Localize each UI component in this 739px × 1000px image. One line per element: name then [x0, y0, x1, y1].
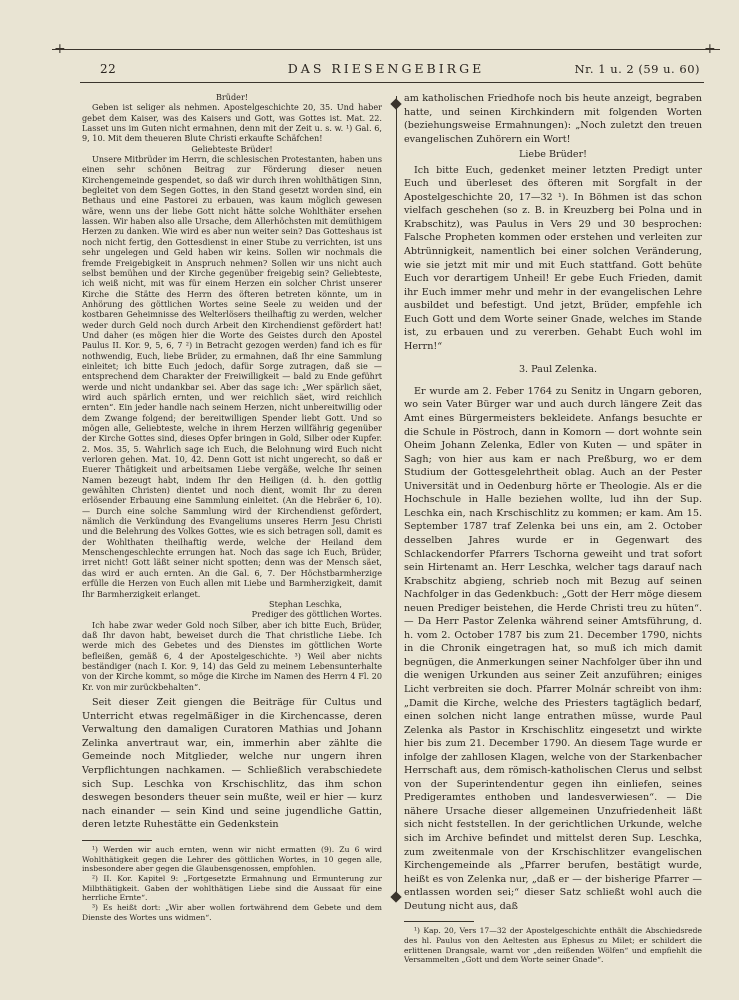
salutation: Liebe Brüder!	[518, 149, 588, 161]
footnote: ¹) Kap. 20, Vers 17—32 der Apostelgeschichte enthält die Abschiedsrede des hl. Paulus von den Aeltesten aus Ephesus zu Milet; er schildert die erlittenen Drangsale, warnt vor „den reißenden Wölfen“ und empfiehlt die Versammelten „Gott und dem Worte seiner Gnade“.	[404, 926, 702, 965]
column-separator	[396, 96, 397, 900]
paragraph: Er wurde am 2. Feber 1764 zu Senitz in Ungarn geboren, wo sein Vater Bürger war und auch durch längere Zeit das Amt eines Bürgermeisters bekleidete. Anfangs besuchte er die Schule in Pöstroch, dann in Komorn — dort wohnte sein Oheim Johann Zelenka, Edler von Kuten — und später in Sagh; von hier aus kam er nach Preßburg, wo er dem Studium der Gottesgelehrtheit oblag. Auch an der Pester Universität und in Oedenburg hörte er Theologie. Als er die Hochschule in Halle beziehen wollte, lud ihn der Sup. Leschka ein, nach Krschischlitz zu kommen; er kam. Am 15. September 1787 traf Zelenka bei uns ein, am 2. October desselben Jahres wurde er in Gegenwart des Schlackendorfer Pfarrers Tschorna geweiht und trat sofort sein Hirtenamt an. Herr Leschka, welcher tags darauf nach Krabschitz abgieng, schrieb noch mit Bezug auf seinen Nachfolger in das Gedenkbuch: „Gott der Herr möge diesem neuen Prediger beistehen, die Herde Christi treu zu hüten“. — Da Herr Pastor Zelenka während seiner Amtsführung, d. h. vom 2. October 1787 bis zum 21. December 1790, nichts in die Chronik eingetragen hat, so muß ich mich damit begnügen, die Anmerkungen seiner Nachfolger über ihn und die wenigen Urkunden aus seiner Zeit anzuführen; einiges Licht verbreiten sie doch. Pfarrer Molnár schreibt von ihm: „Damit die Kirche, welche des Priesters tagtäglich bedarf, einen solchen nicht lange entrathen müsse, wurde Paul Zelenka als Pastor in Krschischlitz eingesetzt und wirkte hier bis zum 21. December 1790. An diesem Tage wurde er infolge der zahllosen Klagen, welche von der Starkenbacher Herrschaft aus, dem römisch-katholischen Clerus und selbst von der Superintendentur gegen ihn einliefen, seines Predigeramtes enthoben und landesverwiesen“. — Die nähere Ursache dieser allgemeinen Unzufriedenheit läßt sich nicht feststellen. In der gerichtlichen Urkunde, welche sich im Archive befindet und mittelst deren Sup. Leschka, zum zweitenmale von der Krschischlitzer evangelischen Kirchengemeinde als „Pfarrer berufen, bestätigt wurde, heißt es von Zelenka nur, „daß er — der bisherige Pfarrer — entlassen worden sei;“ dieser Satz schließt wohl auch die Deutung nicht aus, daß	[404, 385, 702, 912]
left-column	[82, 92, 382, 923]
footnote: ³) Es heißt dort: „Wir aber wollen fortwährend dem Gebete und dem Dienste des Wortes uns widmen“.	[82, 903, 382, 922]
issue-number: Nr. 1 u. 2 (59 u. 60)	[574, 62, 700, 76]
right-column	[404, 92, 702, 965]
journal-title: DAS RIESENGEBIRGE	[287, 61, 485, 76]
salutation: Brüder!	[215, 92, 249, 102]
crop-mark-left: +	[54, 41, 66, 57]
separator-ornament-bottom	[390, 891, 401, 902]
paragraph: Unsere Mitbrüder im Herrn, die schlesischen Protestanten, haben uns einen sehr schönen Beitrag zur Förderung dieser neuen Kirchengemeinde gespendet, so daß wir durch ihren wohlthätigen Sinn, begleitet von dem Segen Gottes, in den Stand gesetzt worden sind, ein Bethaus und eine Pastorei zu erbauen, was kaum möglich gewesen wäre, wenn uns der liebe Gott nicht hätte solche Wohlthäter ersehen lassen. Wir haben also alle Ursache, dem Allerhöchsten mit demüthigem Herzen zu danken. Wie wird es aber nun weiter sein? Das Gotteshaus ist noch nicht fertig, den Gottesdienst in einer Stube zu verrichten, ist uns sehr ungelegen und Geld haben wir keins. Sollen wir nochmals die fremde Freigebigkeit in Anspruch nehmen? Sollen wir uns nicht auch selbst bemühen und der Kirche gegenüber freigebig sein? Geliebteste, ich weiß nicht, mit was für einem Herzen ein solcher Christ unserer Kirche die Stätte des Herrn des öfteren betreten könnte, um in Anhörung des göttlichen Wortes seine Seele zu weiden und der kostbaren Geheimnisse des Welterlösers theilhaftig zu werden, welcher weder durch Geld noch durch Arbeit den Kirchendienst gefördert hat! Und daher (es mögen hier die Worte des Geistes durch den Apostel Paulus II. Kor. 9, 5, 6, 7 ²) in Betracht gezogen werden) fand ich es für nothwendig, Euch, liebe Brüder, zu ermahnen, daß Ihr eine Sammlung einleitet; ich bitte Euch jedoch, dafür Sorge zutragen, daß sie — entsprechend dem Charakter der Freiwilligkeit — bald zu Ende geführt werde und nicht undankbar sei. Aber das sage ich: „Wer spärlich säet, wird auch spärlich ernten, und wer reichlich säet, wird reichlich ernten“. Ein jeder handle nach seinem Herzen, nicht unbereitwillig oder dem Zwange folgend; der bereitwilligen Spender liebt Gott. Und so mögen alle, Geliebteste, welche in ihrem Herzen willfährig gegenüber der Kirche Gottes sind, dieses Opfer bringen in Gold, Silber oder Kupfer. 2. Mos. 35, 5. Wahrlich sage ich Euch, die Belohnung wird Euch nicht verloren gehen. Mat. 10, 42. Denn Gott ist nicht ungerecht, so daß er Euerer Thätigkeit und arbeitsamen Liebe vergäße, welche Ihr seinen Namen bezeugt habt, indem Ihr den Heiligen (d. h. den gottlig gewählten Christen) dientet und noch dient, womit Ihr zu deren erlösender Erbauung eine Sammlung einleitet. (An die Hebräer 6, 10). — Durch eine solche Sammlung wird der Kirchendienst gefördert, nämlich die Verkündung des Evangeliums unseres Herrn Jesu Christi und die Belehrung des Volkes Gottes, wie es sich betragen soll, damit es der Wohlthaten theilhaftig werde, welche der Heiland dem Menschengeschlechte errungen hat. Noch das sage ich Euch, Brüder, irret nicht! Gott läßt seiner nicht spotten; denn was der Mensch säet, das wird er auch ernten. An die Gal. 6, 7. Der Höchstbarmherzige erfülle die Herzen von Euch allen mit Liebe und Barmherzigkeit, damit Ihr Barmherzigkeit erlanget.	[82, 154, 382, 599]
footnote: ¹) Werden wir auch ernten, wenn wir nicht ermatten (9). Zu 6 wird Wohlthätigkeit gegen die Lehrer des göttlichen Wortes, in 10 gegen alle, insbesondere aber gegen die Glaubensgenossen, empfohlen.	[82, 844, 382, 874]
separator-ornament-top	[390, 98, 401, 109]
signature-name: Stephan Leschka,	[269, 598, 342, 609]
salutation: Geliebteste Brüder!	[191, 143, 273, 154]
crop-mark-right: +	[704, 41, 716, 57]
paragraph: Ich bitte Euch, gedenket meiner letzten Predigt unter Euch und überleset des öfteren mit Sorgfalt in der Apostelgeschichte 20, 17—32 ¹). In Böhmen ist das schon vielfach geschehen (so z. B. in Kreuzberg bei Polna und in Krabschitz), was Paulus in Vers 29 und 30 besprochen: Falsche Propheten kommen oder erstehen und verleiten zur Abtrünnigkeit, namentlich bei einer solchen Veränderung, wie sie jetzt mit mir und mit Euch stattfand. Gott behüte Euch vor derartigem Unheil! Er gebe Euch Frieden, damit ihr Euch immer mehr und mehr in der evangelischen Lehre ausbildet und befestigt. Und jetzt, Brüder, empfehle ich Euch Gott und dem Worte seiner Gnade, welches im Stande ist, zu erbauen und zu vererben. Gehabt Euch wohl im Herrn!“	[404, 164, 702, 352]
footnote: ²) II. Kor. Kapitel 9: „Fortgesetzte Ermahnung und Ermunterung zur Milbthätigkeit. Gaben der wohlthätigen Liebe sind die Aussaat für eine herrliche Ernte“.	[82, 873, 382, 903]
footnote-rule	[404, 921, 474, 922]
section-heading: 3. Paul Zelenka.	[518, 364, 598, 376]
header-rule	[80, 82, 704, 83]
paragraph: Ich habe zwar weder Gold noch Silber, aber ich bitte Euch, Brüder, daß Ihr davon habt, beweiset durch die That christliche Liebe. Ich werde mich des Gebetes und des Dienstes im göttlichen Worte befleißen, gemäß 6, 4 der Apostelgeschichte. ³) Weil aber nichts beständiger (nach I. Kor. 9, 14) das Geld zu meinem Lebensunterhalte von der Kirche kommt, so möge die Kirche im Namen des Herrn 4 Fl. 20 Kr. von mir zurückbehalten“.	[82, 619, 382, 692]
page-header	[72, 58, 700, 80]
signature-title: Prediger des göttlichen Wortes.	[251, 609, 382, 620]
paragraph: am katholischen Friedhofe noch bis heute anzeigt, begraben hatte, und seinen Kirchkindern mit folgenden Worten (beziehungsweise Ermahnungen): „Noch zuletzt den treuen evangelischen Zuhörern ein Wort!	[404, 93, 702, 145]
paragraph: Geben ist seliger als nehmen. Apostelgeschichte 20, 35. Und haber gebet dem Kaiser, was des Kaisers und Gott, was Gottes ist. Mat. 22. Lasset uns im Guten nicht ermahnen, denn mit der Zeit u. s. w. ¹) Gal. 6, 9, 10. Mit dem theueren Blute Christi erkaufte Schäfchen!	[82, 102, 382, 144]
page-number: 22	[100, 62, 117, 76]
top-rule	[52, 49, 720, 50]
paragraph: Seit dieser Zeit giengen die Beiträge für Cultus und Unterricht etwas regelmäßiger in die Kirchencasse, deren Verwaltung den damaligen Curatoren Mathias und Johann Zelinka anvertraut war, ein, immerhin aber zählte die Gemeinde noch Mitglieder, welche nur ungern ihren Verpflichtungen nachkamen. — Schließlich verabschiedete sich Sup. Leschka von Krschischlitz, das ihm schon deswegen besonders theuer sein mußte, weil er hier — kurz nach einander — sein Kind und seine jugendliche Gattin, deren letzte Ruhestätte ein Gedenkstein	[82, 696, 382, 831]
footnote-rule	[82, 840, 152, 841]
